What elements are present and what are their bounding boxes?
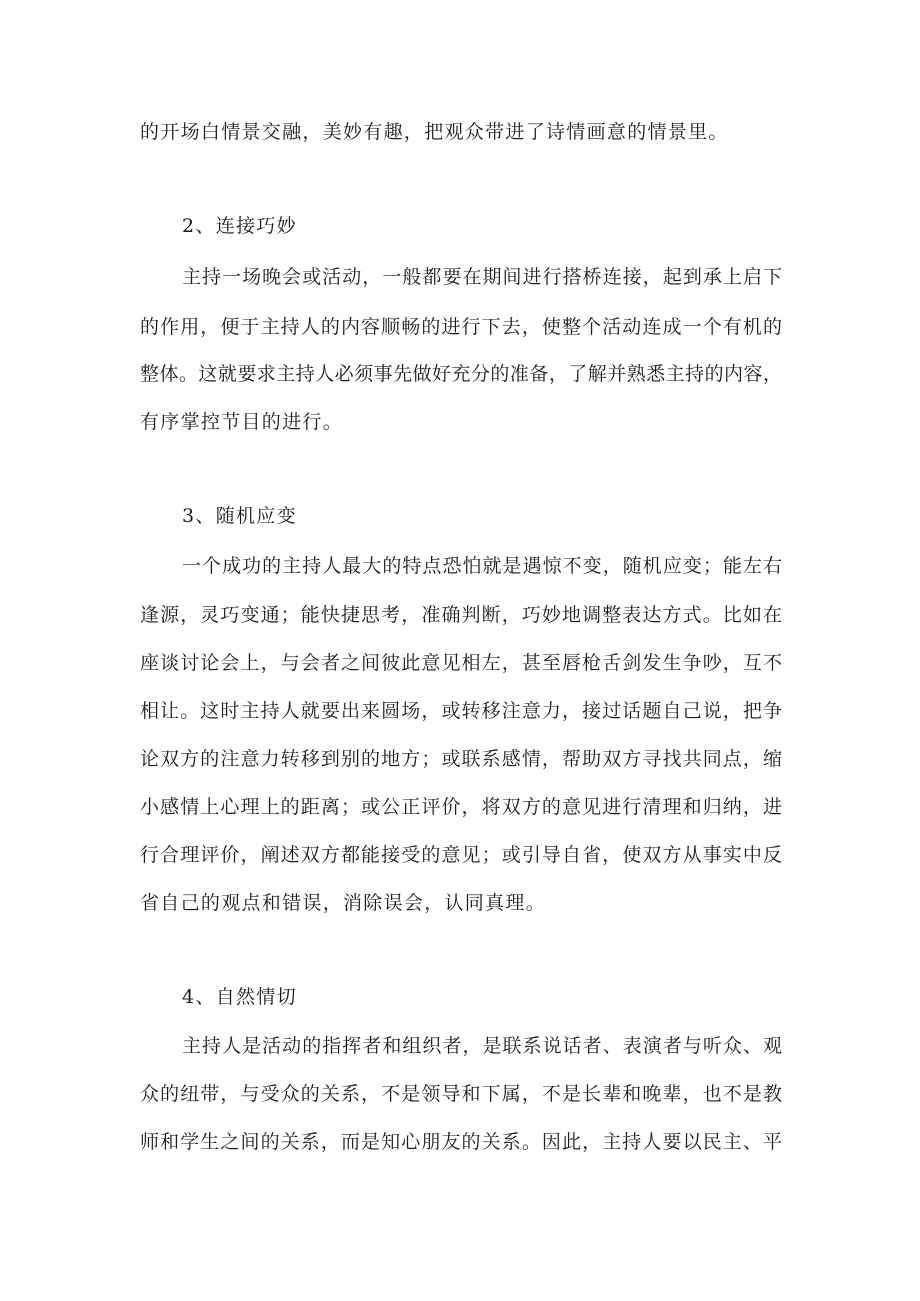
- paragraph-line: 逢源，灵巧变通；能快捷思考，准确判断，巧妙地调整表达方式。比如在: [140, 604, 782, 626]
- paragraph-line: 众的纽带，与受众的关系，不是领导和下属，不是长辈和晚辈，也不是教: [140, 1083, 782, 1105]
- section-heading-3: 3、随机应变: [182, 505, 297, 527]
- paragraph-line: 小感情上心理上的距离；或公正评价，将双方的意见进行清理和归纳，进: [140, 796, 782, 818]
- paragraph-line: 省自己的观点和错误，消除误会，认同真理。: [140, 892, 547, 914]
- paragraph-line: 相让。这时主持人就要出来圆场，或转移注意力，接过话题自己说，把争: [140, 700, 782, 722]
- paragraph-line: 行合理评价，阐述双方都能接受的意见；或引导自省，使双方从事实中反: [140, 844, 782, 866]
- paragraph-line: 整体。这就要求主持人必须事先做好充分的准备，了解并熟悉主持的内容，: [140, 363, 782, 385]
- paragraph-line: 一个成功的主持人最大的特点恐怕就是遇惊不变，随机应变；能左右: [182, 555, 782, 577]
- intro-tail-line: 的开场白情景交融，美妙有趣，把观众带进了诗情画意的情景里。: [140, 121, 729, 143]
- paragraph-line: 师和学生之间的关系，而是知心朋友的关系。因此，主持人要以民主、平: [140, 1131, 782, 1153]
- paragraph-line: 主持一场晚会或活动，一般都要在期间进行搭桥连接，起到承上启下: [182, 266, 782, 288]
- paragraph-line: 的作用，便于主持人的内容顺畅的进行下去，使整个活动连成一个有机的: [140, 316, 782, 338]
- section-heading-2: 2、连接巧妙: [182, 215, 297, 237]
- paragraph-line: 论双方的注意力转移到别的地方；或联系感情，帮助双方寻找共同点，缩: [140, 748, 782, 770]
- paragraph-line: 座谈讨论会上，与会者之间彼此意见相左，甚至唇枪舌剑发生争吵，互不: [140, 652, 782, 674]
- paragraph-line: 主持人是活动的指挥者和组织者，是联系说话者、表演者与听众、观: [182, 1035, 782, 1057]
- section-heading-4: 4、自然情切: [182, 986, 297, 1008]
- paragraph-line: 有序掌控节目的进行。: [140, 411, 344, 433]
